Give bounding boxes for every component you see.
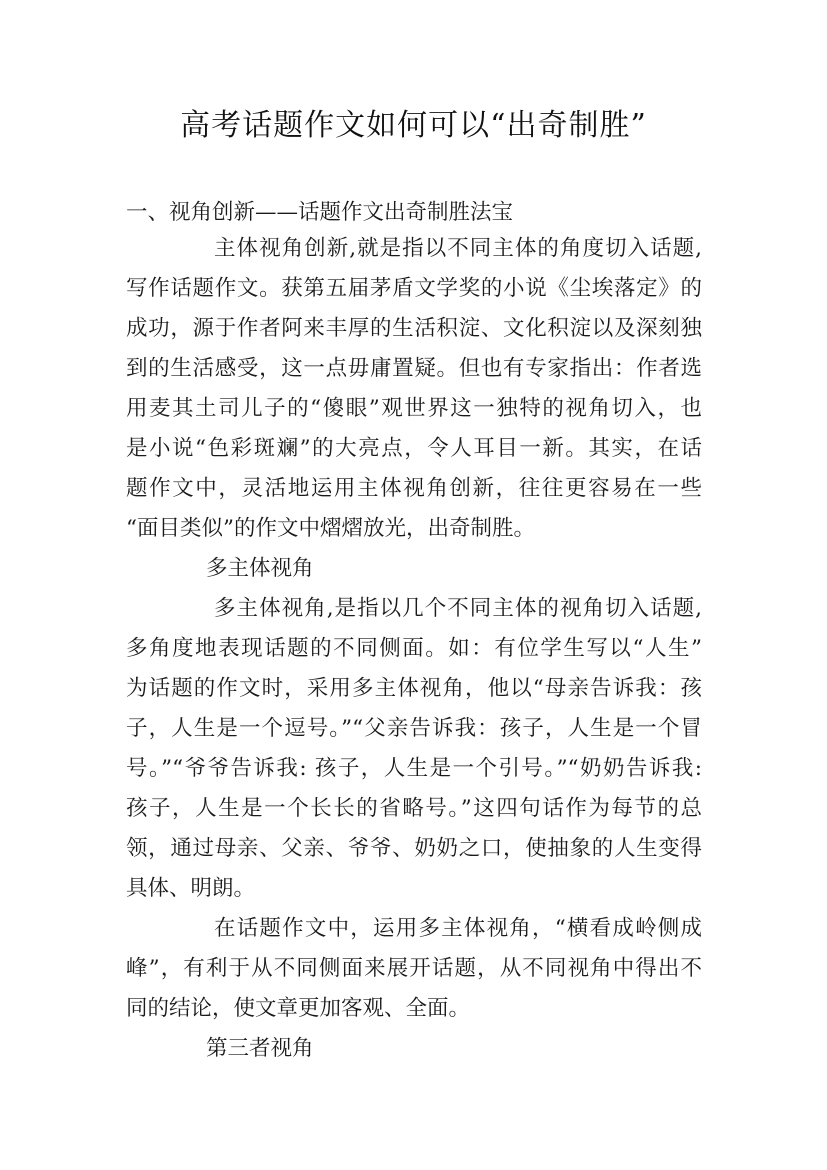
section-heading: 一、视角创新——话题作文出奇制胜法宝 bbox=[126, 200, 514, 225]
paragraph-line: 题作文中，灵活地运用主体视角创新，往往更容易在一些 bbox=[126, 476, 702, 501]
paragraph-line: 主体视角创新,就是指以不同主体的角度切入话题, bbox=[214, 236, 702, 261]
paragraph-line: 同的结论，使文章更加客观、全面。 bbox=[126, 996, 471, 1021]
subheading-multi-subject: 多主体视角 bbox=[206, 556, 314, 581]
paragraph-line: 多主体视角,是指以几个不同主体的视角切入话题, bbox=[214, 596, 702, 621]
paragraph-line: 具体、明朗。 bbox=[126, 876, 256, 901]
paragraph-line: 孩子，人生是一个长长的省略号。”这四句话作为每节的总 bbox=[126, 796, 702, 821]
paragraph-line: 领，通过母亲、父亲、爷爷、奶奶之口，使抽象的人生变得 bbox=[126, 836, 702, 861]
paragraph-line: 在话题作文中，运用多主体视角，“横看成岭侧成 bbox=[214, 916, 702, 941]
paragraph-line: 是小说“色彩斑斓”的大亮点，令人耳目一新。其实，在话 bbox=[126, 436, 702, 461]
paragraph-line: 为话题的作文时，采用多主体视角，他以“母亲告诉我：孩 bbox=[126, 676, 702, 701]
paragraph-line: 多角度地表现话题的不同侧面。如：有位学生写以“人生” bbox=[126, 636, 702, 661]
paragraph-line: 用麦其土司儿子的“傻眼”观世界这一独特的视角切入，也 bbox=[126, 396, 702, 421]
paragraph-line: “面目类似”的作文中熠熠放光，出奇制胜。 bbox=[126, 516, 535, 541]
paragraph-line: 峰”，有利于从不同侧面来展开话题，从不同视角中得出不 bbox=[126, 956, 702, 981]
paragraph-line: 子，人生是一个逗号。”“父亲告诉我：孩子，人生是一个冒 bbox=[126, 716, 702, 741]
paragraph-line: 成功，源于作者阿来丰厚的生活积淀、文化积淀以及深刻独 bbox=[126, 316, 702, 341]
paragraph-line: 号。”“爷爷告诉我: 孩子，人生是一个引号。”“奶奶告诉我: bbox=[126, 756, 702, 781]
subheading-third-party: 第三者视角 bbox=[206, 1036, 314, 1061]
paragraph-line: 写作话题作文。获第五届茅盾文学奖的小说《尘埃落定》的 bbox=[126, 276, 702, 301]
paragraph-line: 到的生活感受，这一点毋庸置疑。但也有专家指出：作者选 bbox=[126, 356, 702, 381]
document-title: 高考话题作文如何可以“出奇制胜” bbox=[180, 108, 647, 143]
